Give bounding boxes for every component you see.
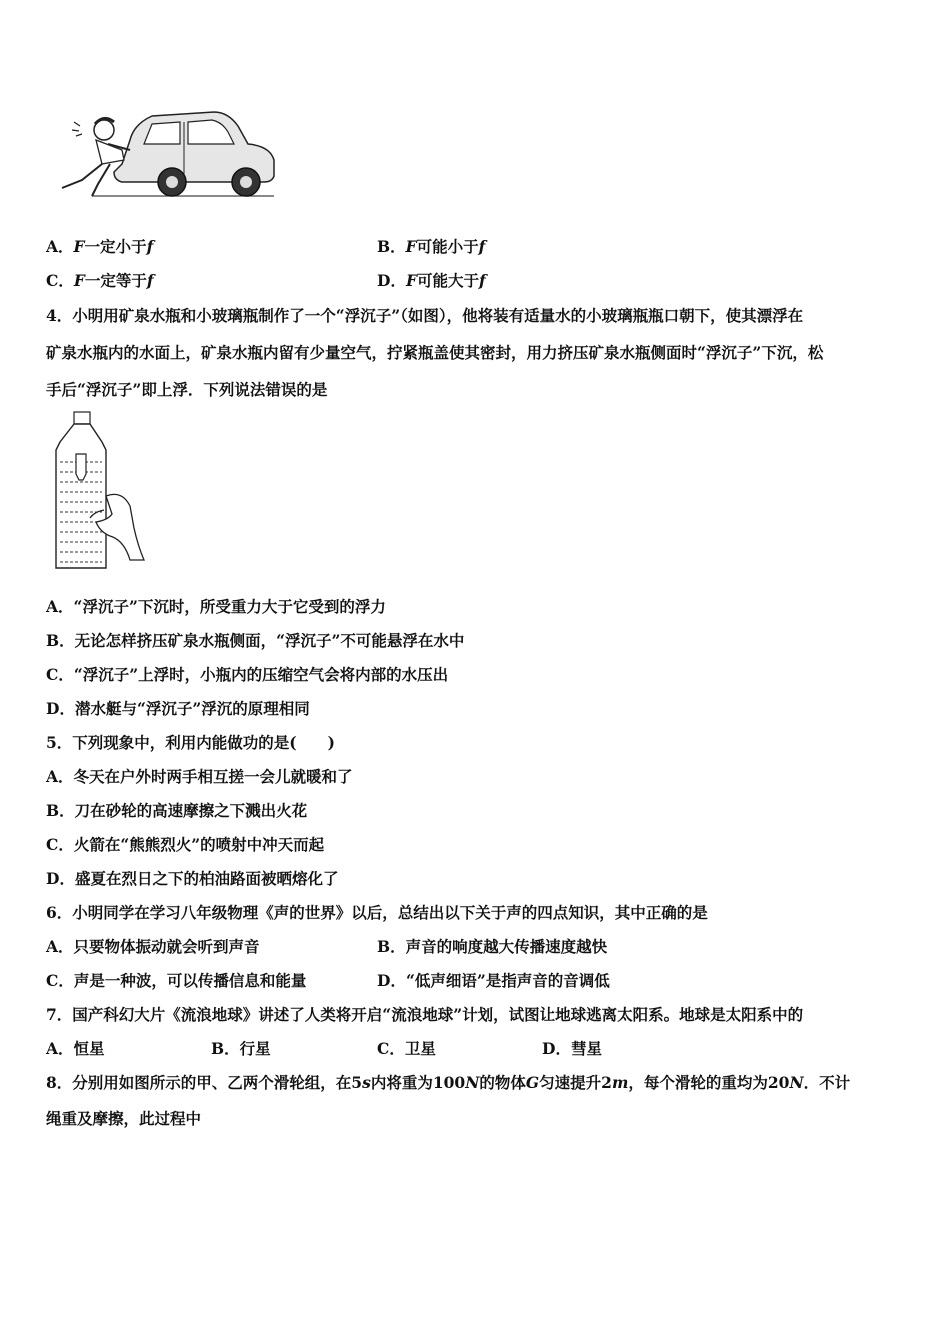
option-a[interactable]: A．只要物体振动就会听到声音: [46, 937, 260, 956]
option-b[interactable]: B．刀在砂轮的高速摩擦之下溅出火花: [46, 801, 308, 820]
bottle-diver-figure: [50, 410, 146, 576]
option-d[interactable]: D．盛夏在烈日之下的柏油路面被晒熔化了: [46, 869, 339, 888]
option-d[interactable]: D．潜水艇与“浮沉子”浮沉的原理相同: [46, 699, 310, 718]
option-a[interactable]: A．“浮沉子”下沉时，所受重力大于它受到的浮力: [46, 597, 386, 616]
option-b[interactable]: B．F可能小于f: [377, 237, 486, 256]
question-stem: 4．小明用矿泉水瓶和小玻璃瓶制作了一个“浮沉子”（如图），他将装有适量水的小玻璃瓶瓶口朝下，使其漂浮在: [46, 306, 804, 325]
question-stem: 6．小明同学在学习八年级物理《声的世界》以后，总结出以下关于声的四点知识，其中正确的是: [46, 903, 708, 922]
option-a[interactable]: A．F一定小于f: [46, 237, 154, 256]
option-c[interactable]: C．F一定等于f: [46, 271, 154, 290]
question-stem: 8．分别用如图所示的甲、乙两个滑轮组，在5s内将重为100N的物体G匀速提升2m，每个滑轮的重均为20N．不计: [46, 1073, 851, 1092]
question-stem: 5．下列现象中，利用内能做功的是( ): [46, 733, 335, 752]
option-c[interactable]: C．卫星: [377, 1039, 436, 1058]
question-stem: 矿泉水瓶内的水面上，矿泉水瓶内留有少量空气，拧紧瓶盖使其密封，用力挤压矿泉水瓶侧面时“浮沉子”下沉，松: [46, 343, 824, 362]
option-c[interactable]: C．火箭在“熊熊烈火”的喷射中冲天而起: [46, 835, 325, 854]
option-d[interactable]: D．“低声细语”是指声音的音调低: [377, 971, 610, 990]
option-b[interactable]: B．声音的响度越大传播速度越快: [377, 937, 608, 956]
option-d[interactable]: D．F可能大于f: [377, 271, 486, 290]
option-a[interactable]: A．冬天在户外时两手相互搓一会儿就暖和了: [46, 767, 353, 786]
option-b[interactable]: B．无论怎样挤压矿泉水瓶侧面，“浮沉子”不可能悬浮在水中: [46, 631, 465, 650]
car-push-figure: [52, 104, 282, 204]
option-b[interactable]: B．行星: [211, 1039, 271, 1058]
option-c[interactable]: C．声是一种波，可以传播信息和能量: [46, 971, 307, 990]
option-a[interactable]: A．恒星: [46, 1039, 105, 1058]
question-stem: 7．国产科幻大片《流浪地球》讲述了人类将开启“流浪地球”计划，试图让地球逃离太阳系。地球是太阳系中的: [46, 1005, 804, 1024]
question-stem: 绳重及摩擦，此过程中: [46, 1109, 202, 1128]
option-d[interactable]: D．彗星: [542, 1039, 602, 1058]
question-stem: 手后“浮沉子”即上浮．下列说法错误的是: [46, 380, 328, 399]
option-c[interactable]: C．“浮沉子”上浮时，小瓶内的压缩空气会将内部的水压出: [46, 665, 449, 684]
